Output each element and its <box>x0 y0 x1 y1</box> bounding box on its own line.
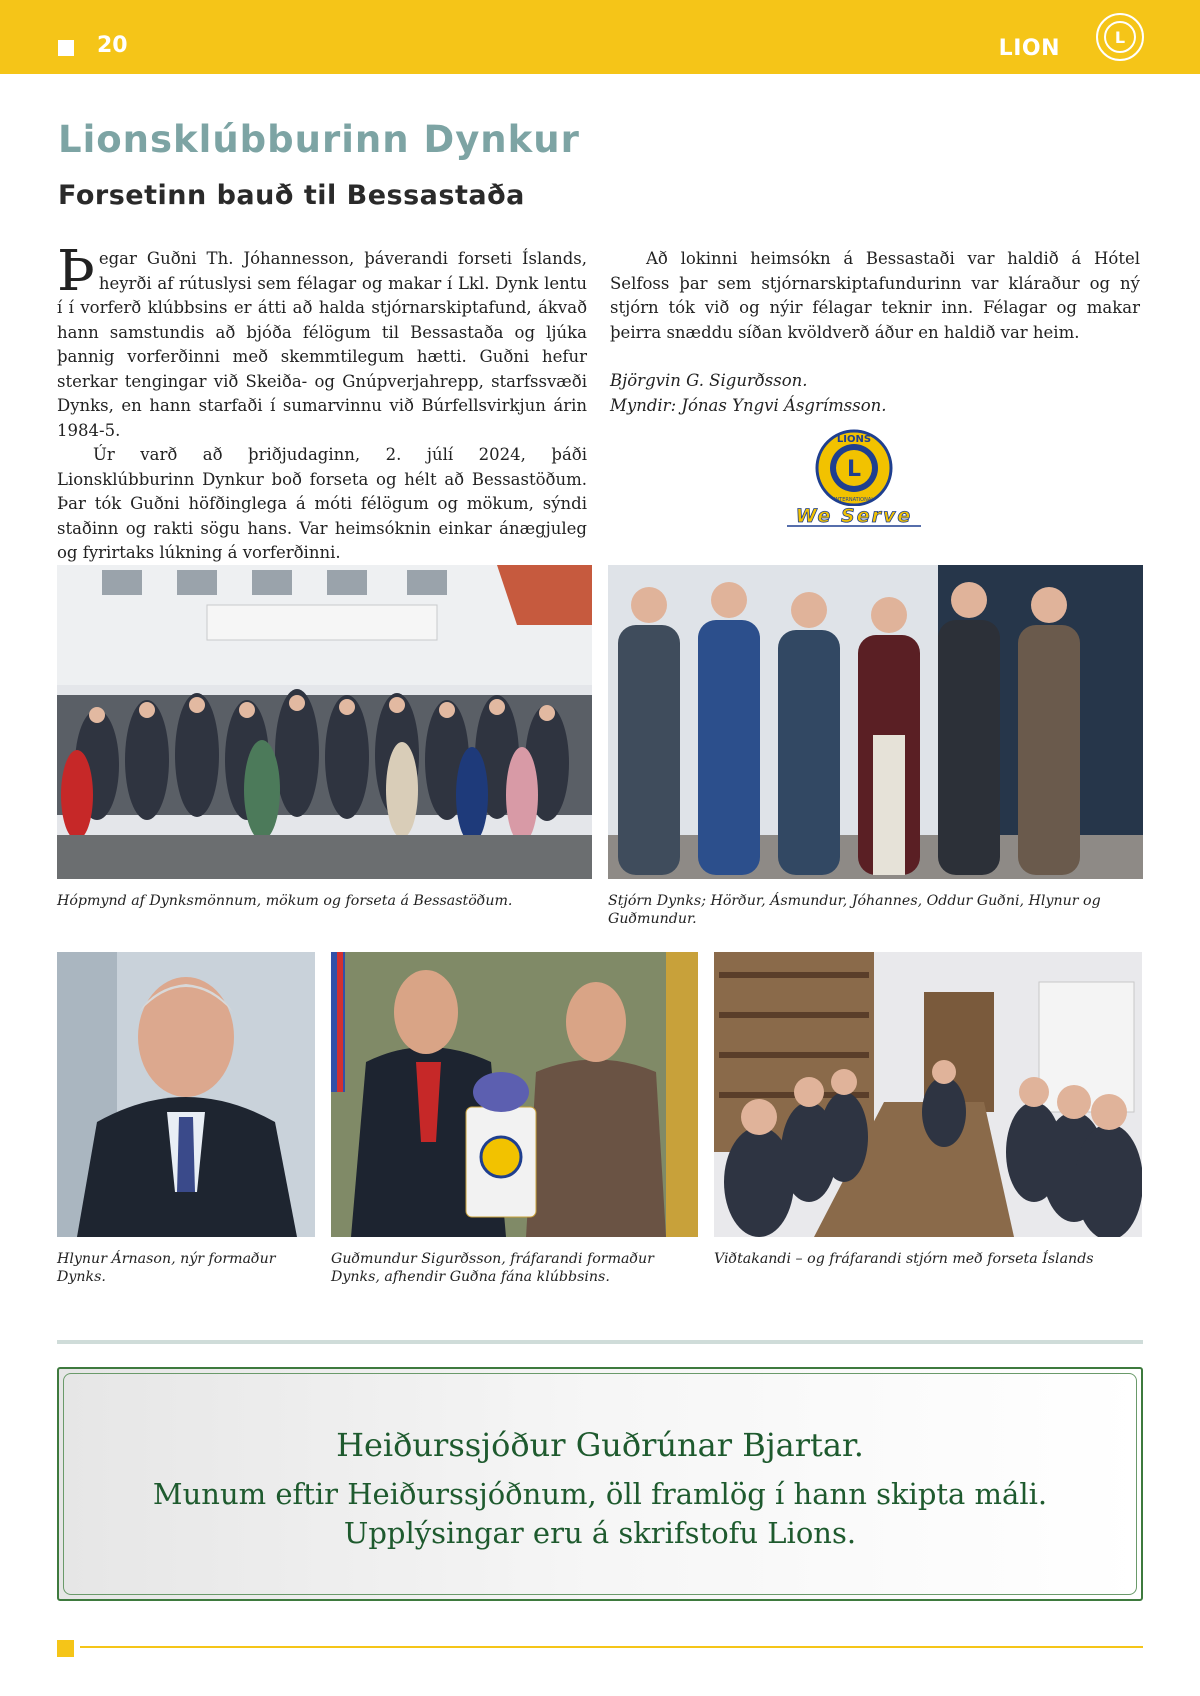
top-logo-letter: L <box>1114 28 1126 47</box>
logo-ring-lower-text: INTERNATIONAL <box>833 497 875 503</box>
we-serve-text: We Serve <box>795 505 913 527</box>
notice-title: Heiðurssjóður Guðrúnar Bjartar. <box>336 1426 864 1464</box>
article-column-left <box>57 239 587 566</box>
article-subtitle: Forsetinn bauð til Bessastaða <box>58 180 525 211</box>
lions-emblem-icon <box>1095 12 1145 62</box>
paragraph-1 <box>57 239 587 443</box>
caption-board-photo: Stjórn Dynks; Hörður, Ásmundur, Jóhannes, Oddur Guðni, Hlynur og Guðmundur. <box>608 893 1101 927</box>
footer-square-marker <box>57 1640 74 1657</box>
logo-ring-text: LIONS <box>836 434 872 445</box>
group-photo <box>57 565 592 879</box>
logo-letter: L <box>846 457 862 482</box>
caption-banner-handover-photo: Guðmundur Sigurðsson, fráfarandi formaður Dynks, afhendir Guðna fána klúbbsins. <box>331 1251 654 1285</box>
notice-line-1: Munum eftir Heiðurssjóðnum, öll framlög í hann skipta máli. <box>152 1477 1048 1511</box>
paragraph-3: Að lokinni heimsókn á Bessastaði var haldið á Hótel Selfoss þar sem stjórnarskiptafundurinn var kláraður og ný stjórn tók við og nýir félagar teknir inn. Félagar og makar þeirra snæddu síðan kvöldverð áður en haldið var heim. <box>610 249 1140 342</box>
photographer-credit: Myndir: Jónas Yngvi Ásgrímsson. <box>610 395 887 415</box>
article-column-right <box>610 247 1140 418</box>
club-title: Lionsklúbburinn Dynkur <box>58 118 580 161</box>
board-photo <box>608 565 1143 879</box>
meeting-room-photo <box>714 952 1142 1237</box>
paragraph-2: Úr varð að þriðjudaginn, 2. júlí 2024, þáði Lionsklúbburinn Dynkur boð forseta og hélt að Bessastöðum. Þar tók Guðni höfðinglega á móti félögum og mökum, sýndi staðinn og rakti sögu hans. Var heimsóknin einkar ánægjuleg og fyrirtaks lúkning á vorferðinni. <box>57 445 587 562</box>
header-square-marker <box>58 40 74 56</box>
drop-cap: Þ <box>57 239 95 304</box>
magazine-name: LION <box>998 36 1060 61</box>
banner-handover-photo <box>331 952 698 1237</box>
section-divider <box>57 1340 1143 1344</box>
caption-portrait-photo: Hlynur Árnason, nýr formaður Dynks. <box>57 1251 276 1285</box>
footer-line <box>80 1646 1143 1648</box>
paragraph-1-text: egar Guðni Th. Jóhannesson, þáverandi forseti Íslands, heyrði af rútuslysi sem félagar og makar í Lkl. Dynk lentu í í vorferð klúbbsins er átti að halda stjórnarskiptafund, ákvað hann samstundis að bjóða félögum til Bessastaða og ljúka þannig vorferðinni með skemmtilegum hætti. Guðni hefur sterkar tengingar við Skeiða- og Gnúpverjahrepp, starfssvæði Dynks, en hann starfaði í sumarvinnu við Búrfellsvirkjun árin 1984-5. <box>57 249 587 440</box>
lions-we-serve-logo <box>783 428 925 528</box>
portrait-photo <box>57 952 315 1237</box>
top-bar <box>0 0 1200 74</box>
caption-meeting-room-photo: Viðtakandi – og fráfarandi stjórn með forseta Íslands <box>714 1251 1094 1267</box>
author-signature: Björgvin G. Sigurðsson. <box>610 371 808 390</box>
notice-line-2: Upplýsingar eru á skrifstofu Lions. <box>343 1516 857 1550</box>
caption-group-photo: Hópmynd af Dynksmönnum, mökum og forseta á Bessastöðum. <box>57 893 513 909</box>
memorial-fund-notice <box>57 1367 1143 1601</box>
page-number: 20 <box>97 33 128 58</box>
